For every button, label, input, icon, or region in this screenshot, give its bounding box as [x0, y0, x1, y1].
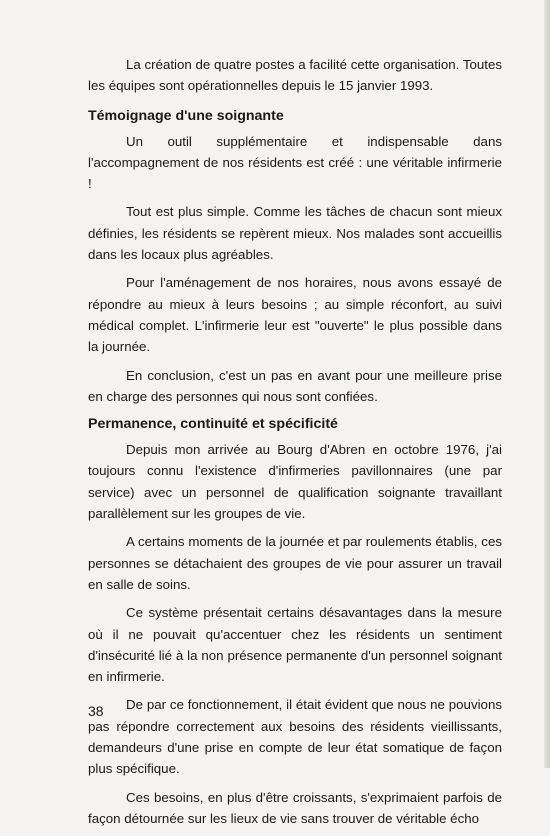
page-number: 38: [88, 703, 104, 719]
paragraph: Pour l'aménagement de nos horaires, nous avons essayé de répondre au mieux à leurs besoins ; au simple réconfort, au suivi médical complet. L'infirmerie leur est "ouverte" le plus possible dans la journée.: [88, 275, 502, 355]
paragraph: En conclusion, c'est un pas en avant pour une meilleure prise en charge des personnes qui nous sont confiées.: [88, 367, 502, 404]
paragraph: Ces besoins, en plus d'être croissants, s'exprimaient parfois de façon détournée sur les lieux de vie sans trouver de véritable écho: [88, 789, 502, 826]
paragraph: Tout est plus simple. Comme les tâches de chacun sont mieux définies, les résidents se repèrent mieux. Nos malades sont accueillis dans les locaux plus agréables.: [88, 204, 502, 263]
document-body: [88, 54, 502, 836]
paragraph: Ce système présentait certains désavantages dans la mesure où il ne pouvait qu'accentuer chez les résidents un sentiment d'insécurité lié à la non présence permanente d'un personnel soignant en infirmerie.: [88, 605, 502, 685]
section-heading-permanence: Permanence, continuité et spécificité: [88, 416, 338, 433]
paragraph: De par ce fonctionnement, il était évident que nous ne pouvions pas répondre correctement aux besoins des résidents vieillissants, demandeurs d'une prise en compte de leur état somatique de façon plus spécifique.: [88, 697, 502, 777]
paragraph: Depuis mon arrivée au Bourg d'Abren en octobre 1976, j'ai toujours connu l'existence d'infirmeries pavillonnaires (une par service) avec un personnel de qualification soignante travaillant parallèlement sur les groupes de vie.: [88, 442, 502, 522]
paragraph: Un outil supplémentaire et indispensable dans l'accompagnement de nos résidents est créé : une véritable infirmerie !: [88, 133, 502, 192]
page-edge: [544, 0, 550, 768]
paragraph: A certains moments de la journée et par roulements établis, ces personnes se détachaient des groupes de vie pour assurer un travail en salle de soins.: [88, 534, 502, 592]
section-heading-temoignage: Témoignage d'une soignante: [88, 107, 284, 124]
intro-paragraph: La création de quatre postes a facilité cette organisation. Toutes les équipes sont opérationnelles depuis le 15 janvier 1993.: [88, 57, 503, 94]
